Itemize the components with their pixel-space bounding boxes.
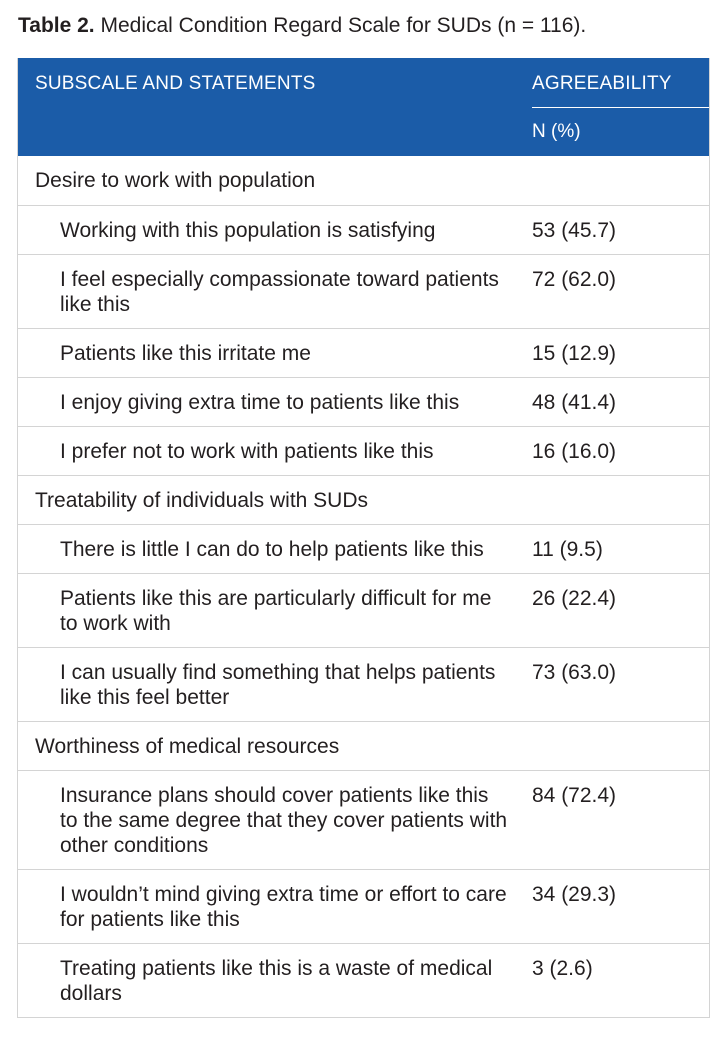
- statement-text: Treating patients like this is a waste of medical dollars: [60, 957, 493, 1005]
- statement-text: Patients like this are particularly difficult for me to work with: [60, 587, 492, 635]
- agreeability-value: 16 (16.0): [532, 440, 617, 463]
- agreeability-value: 73 (63.0): [532, 661, 617, 684]
- table-caption-label: Table 2.: [18, 14, 95, 37]
- table-row: [18, 328, 709, 377]
- table-row: [18, 869, 709, 943]
- statement-text: Patients like this irritate me: [60, 342, 311, 365]
- table-row: [18, 426, 709, 475]
- subscale-label: Desire to work with population: [35, 169, 316, 192]
- subscale-label: Treatability of individuals with SUDs: [35, 489, 369, 512]
- subscale-row: [18, 156, 709, 205]
- table-header: [18, 58, 709, 156]
- table-caption-text: Medical Condition Regard Scale for SUDs (n = 116).: [100, 14, 587, 37]
- regard-scale-table: [17, 58, 710, 1018]
- statement-text: There is little I can do to help patients like this: [60, 538, 484, 561]
- table-row: [18, 573, 709, 647]
- agreeability-value: 48 (41.4): [532, 391, 617, 414]
- table-row: [18, 377, 709, 426]
- agreeability-value: 11 (9.5): [532, 538, 603, 561]
- table-row: [18, 254, 709, 328]
- statement-text: I feel especially compassionate toward patients like this: [60, 268, 499, 316]
- agreeability-value: 72 (62.0): [532, 268, 617, 291]
- table-row: [18, 943, 709, 1017]
- table-row: [18, 647, 709, 721]
- agreeability-value: 3 (2.6): [532, 957, 593, 980]
- table-body: [18, 156, 709, 1017]
- table-row: [18, 205, 709, 254]
- statement-text: I prefer not to work with patients like this: [60, 440, 434, 463]
- agreeability-value: 15 (12.9): [532, 342, 617, 365]
- agreeability-value: 34 (29.3): [532, 883, 617, 906]
- header-agreeability: AGREEABILITY: [532, 73, 672, 94]
- header-statements: SUBSCALE AND STATEMENTS: [35, 73, 316, 94]
- subscale-label: Worthiness of medical resources: [35, 735, 340, 758]
- agreeability-value: 53 (45.7): [532, 219, 617, 242]
- header-n-percent: N (%): [532, 121, 581, 142]
- table-row: [18, 524, 709, 573]
- agreeability-value: 84 (72.4): [532, 784, 617, 807]
- agreeability-value: 26 (22.4): [532, 587, 617, 610]
- statement-text: I wouldn’t mind giving extra time or effort to care for patients like this: [60, 883, 507, 931]
- statement-text: I enjoy giving extra time to patients like this: [60, 391, 460, 414]
- table-caption: [18, 12, 586, 40]
- statement-text: Working with this population is satisfying: [60, 219, 436, 242]
- subscale-row: [18, 475, 709, 524]
- header-divider: [532, 107, 709, 108]
- subscale-row: [18, 721, 709, 770]
- statement-text: Insurance plans should cover patients like this to the same degree that they cover patients with other conditions: [60, 784, 508, 857]
- statement-text: I can usually find something that helps patients like this feel better: [60, 661, 496, 709]
- table-row: [18, 770, 709, 869]
